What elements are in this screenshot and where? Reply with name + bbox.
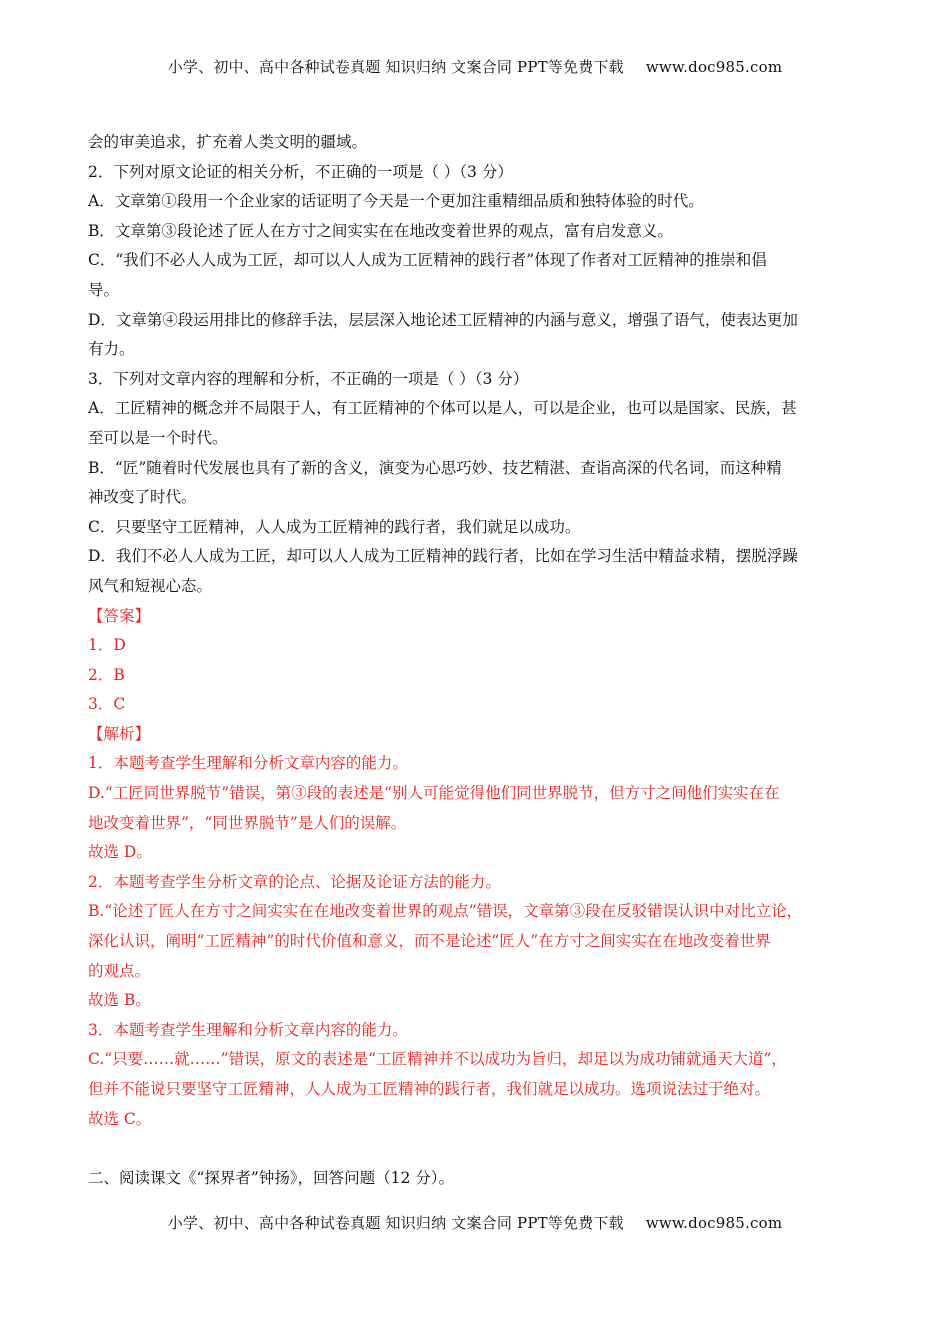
q3-option-d-line1: D．我们不必人人成为工匠，却可以人人成为工匠精神的践行者，比如在学习生活中精益求精，摆脱浮躁 — [88, 547, 798, 566]
analysis-2-line1: B.“论述了匠人在方寸之间实实在在地改变着世界的观点”错误，文章第③段在反驳错误认识中对比立论， — [88, 902, 803, 921]
section-2-heading: 二、阅读课文《“探界者”钟扬》，回答问题（12 分）。 — [88, 1168, 454, 1187]
q3-option-d-line2: 风气和短视心态。 — [88, 576, 213, 595]
page-content — [88, 128, 863, 1193]
q2-option-c-line2: 导。 — [88, 280, 120, 299]
q2-option-d-line2: 有力。 — [88, 340, 135, 359]
analysis-3-intro: 3．本题考查学生理解和分析文章内容的能力。 — [88, 1020, 408, 1039]
answer-item-3: 3．C — [88, 695, 126, 714]
analysis-2-line3: 的观点。 — [88, 961, 151, 980]
section-spacer — [88, 1134, 863, 1164]
analysis-2-line2: 深化认识，阐明“工匠精神”的时代价值和意义，而不是论述“匠人”在方寸之间实实在在地改变着世界 — [88, 932, 771, 951]
q3-option-b-line2: 神改变了时代。 — [88, 488, 197, 507]
q2-option-d-line1: D．文章第④段运用排比的修辞手法，层层深入地论述工匠精神的内涵与意义，增强了语气，使表达更加 — [88, 310, 798, 329]
page-header — [0, 56, 950, 77]
q3-option-a-line2: 至可以是一个时代。 — [88, 428, 228, 447]
header-text: 小学、初中、高中各种试卷真题 知识归纳 文案合同 PPT等免费下载 — [167, 58, 624, 76]
q3-option-c: C．只要坚守工匠精神，人人成为工匠精神的践行者，我们就足以成功。 — [88, 517, 581, 536]
analysis-heading: 【解析】 — [88, 724, 151, 743]
analysis-2-intro: 2．本题考查学生分析文章的论点、论据及论证方法的能力。 — [88, 872, 501, 891]
analysis-1-conclusion: 故选 D。 — [88, 843, 152, 862]
footer-text: 小学、初中、高中各种试卷真题 知识归纳 文案合同 PPT等免费下载 — [167, 1214, 624, 1232]
q2-stem: 2．下列对原文论证的相关分析，不正确的一项是（ ）（3 分） — [88, 162, 513, 181]
analysis-3-line2: 但并不能说只要坚守工匠精神，人人成为工匠精神的践行者，我们就足以成功。选项说法过于绝对。 — [88, 1080, 771, 1098]
analysis-1-intro: 1．本题考查学生理解和分析文章内容的能力。 — [88, 754, 408, 773]
q3-option-b-line1: B．“匠”随着时代发展也具有了新的含义，演变为心思巧妙、技艺精湛、查诣高深的代名词，而这种精 — [88, 458, 782, 477]
q2-option-c-line1: C．“我们不必人人成为工匠，却可以人人成为工匠精神的践行者”体现了作者对工匠精神的推崇和倡 — [88, 251, 767, 270]
analysis-3-conclusion: 故选 C。 — [88, 1109, 152, 1128]
header-site: www.doc985.com — [645, 58, 783, 76]
footer-site: www.doc985.com — [645, 1214, 783, 1232]
q3-stem: 3．下列对文章内容的理解和分析，不正确的一项是（ ）（3 分） — [88, 369, 529, 388]
answer-item-2: 2．B — [88, 665, 125, 684]
q2-option-a: A．文章第①段用一个企业家的话证明了今天是一个更加注重精细品质和独特体验的时代。 — [88, 192, 704, 211]
analysis-1-line1: D.“工匠同世界脱节”错误，第③段的表述是“别人可能觉得他们同世界脱节，但方寸之间他们实实在在 — [88, 784, 780, 803]
intro-tail: 会的审美追求，扩充着人类文明的疆域。 — [88, 133, 368, 151]
analysis-1-line2: 地改变着世界”，“同世界脱节”是人们的误解。 — [88, 813, 407, 832]
analysis-3-line1: C.“只要……就……”错误，原文的表述是“工匠精神并不以成功为旨归，却足以为成功铺就通天大道”， — [88, 1050, 787, 1069]
analysis-2-conclusion: 故选 B。 — [88, 991, 151, 1010]
answer-heading: 【答案】 — [88, 606, 151, 625]
answer-item-1: 1．D — [88, 636, 126, 655]
page-footer — [0, 1212, 950, 1233]
q3-option-a-line1: A．工匠精神的概念并不局限于人，有工匠精神的个体可以是人，可以是企业，也可以是国家、民族，甚 — [88, 399, 797, 418]
q2-option-b: B．文章第③段论述了匠人在方寸之间实实在在地改变着世界的观点，富有启发意义。 — [88, 221, 673, 240]
